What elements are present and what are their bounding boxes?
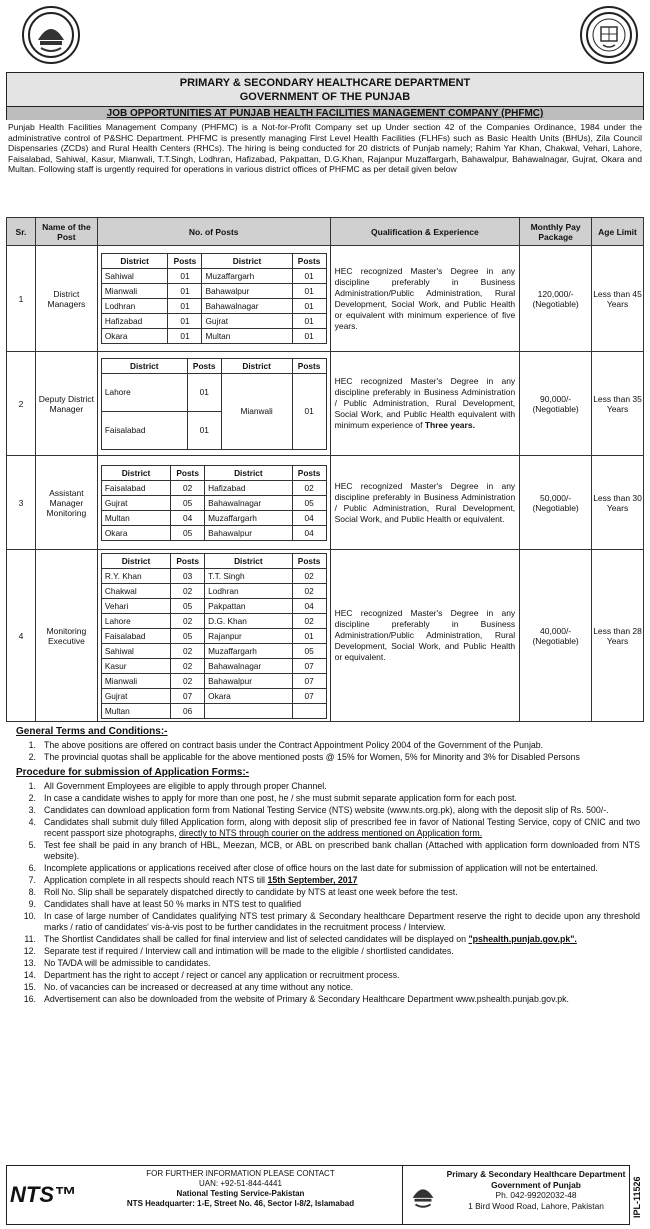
post-count: 05 xyxy=(171,525,205,540)
terms-section xyxy=(10,725,640,1006)
post-count: 02 xyxy=(171,658,205,673)
posts-cell xyxy=(97,246,330,352)
pay-amount: 90,000/- xyxy=(540,393,572,404)
district-name: Muzaffargarh xyxy=(205,510,292,525)
results-website: "pshealth.punjab.gov.pk". xyxy=(468,934,577,944)
procedure-text: Department has the right to accept / reject or cancel any application or recruitment process. xyxy=(44,970,400,980)
post-count: 01 xyxy=(292,269,326,284)
district-name: Faisalabad xyxy=(101,480,170,495)
posts-header: Posts xyxy=(168,254,202,269)
punjab-emblem-small-logo xyxy=(403,1166,443,1224)
district-table xyxy=(101,253,327,344)
district-table xyxy=(101,358,327,450)
punjab-seal-logo xyxy=(580,6,638,64)
post-count: 02 xyxy=(171,583,205,598)
district-name: Muzaffargarh xyxy=(205,643,292,658)
post-count: 02 xyxy=(171,643,205,658)
pay-cell xyxy=(520,246,592,352)
posts-header: Posts xyxy=(171,465,205,480)
job-title: JOB OPPORTUNITIES AT PUNJAB HEALTH FACILITIES MANAGEMENT COMPANY (PHFMC) xyxy=(7,107,643,120)
procedure-text: Candidates shall submit duly filled Application form, along with deposit slip of prescribed fee in favor of National Testing Service, copy of CNIC and two recent passport size photographs, xyxy=(44,817,640,838)
district-name: Sahiwal xyxy=(101,269,168,284)
list-item: 9. Candidates shall have at least 50 % marks in NTS test to qualified xyxy=(10,899,640,910)
post-count: 01 xyxy=(168,284,202,299)
post-cell: Monitoring Executive xyxy=(35,550,97,722)
district-name: Okara xyxy=(101,329,168,344)
sr-cell: 3 xyxy=(7,456,36,550)
district-name: Pakpattan xyxy=(205,598,292,613)
post-count: 02 xyxy=(171,613,205,628)
table-row xyxy=(7,352,644,456)
district-name: Bahawalpur xyxy=(205,525,292,540)
list-item: 2. The provincial quotas shall be applicable for the above mentioned posts @ 15% for Women, 5% for Minority and 3% for Disabled Persons xyxy=(10,752,640,763)
procedure-text: Candidates can download application form from National Testing Service (NTS) website (www.nts.org.pk), along with the deposit slip of Rs. 500/-. xyxy=(44,805,609,815)
list-item: 3. Candidates can download application form from National Testing Service (NTS) website (www.nts.org.pk), along with the deposit slip of Rs. 500/-. xyxy=(10,805,640,816)
district-name: Gujrat xyxy=(101,495,170,510)
post-cell: District Managers xyxy=(35,246,97,352)
deadline-date: 15th September, 2017 xyxy=(267,875,358,885)
header-band xyxy=(6,72,644,120)
pay-amount: 40,000/- xyxy=(540,625,572,636)
header-qualification: Qualification & Experience xyxy=(330,218,520,246)
post-count xyxy=(292,703,326,718)
pay-amount: 50,000/- xyxy=(540,492,572,503)
procedure-text: In case of large number of Candidates qualifying NTS test primary & Secondary healthcare Department reserve the right to decide upon any threshold marks / ratio of candidates' vis-à-vis post to be further candidates in the recruitment process / Interview. xyxy=(44,911,640,932)
post-count: 01 xyxy=(187,373,221,411)
table-header-row xyxy=(7,218,644,246)
post-count: 01 xyxy=(292,314,326,329)
ad-reference-number: IPL-11526 xyxy=(632,1176,642,1218)
post-count: 01 xyxy=(292,299,326,314)
footer xyxy=(6,1165,630,1225)
post-count: 04 xyxy=(292,598,326,613)
district-name: Bahawalpur xyxy=(202,284,292,299)
header-posts: No. of Posts xyxy=(97,218,330,246)
district-name: Rajanpur xyxy=(205,628,292,643)
district-name: Gujrat xyxy=(202,314,292,329)
district-name: Gujrat xyxy=(101,688,170,703)
list-item: 11. The Shortlist Candidates shall be called for final interview and list of selected candidates will be displayed on "pshealth.punjab.gov.pk". xyxy=(24,934,577,944)
posts-header: Posts xyxy=(292,358,326,373)
list-item: 1. The above positions are offered on contract basis under the Contract Appointment Policy 2004 of the Government of the Punjab. xyxy=(10,740,640,751)
post-count: 05 xyxy=(171,628,205,643)
post-count: 05 xyxy=(292,643,326,658)
dept-address: 1 Bird Wood Road, Lahore, Pakistan xyxy=(468,1200,604,1211)
post-count: 01 xyxy=(168,299,202,314)
nts-address: NTS Headquarter: 1-E, Street No. 46, Sector I-8/2, Islamabad xyxy=(126,1199,355,1208)
procedure-title: Procedure for submission of Application Forms:- xyxy=(16,767,249,778)
punjab-emblem-logo xyxy=(22,6,80,64)
government-name: GOVERNMENT OF THE PUNJAB xyxy=(239,90,411,103)
qualification-cell: HEC recognized Master's Degree in any discipline preferably in Business Administration / Public Administration, Rural Development, Social Work, and Public Health or equivalent. xyxy=(330,456,520,550)
district-header: District xyxy=(205,465,292,480)
post-count: 04 xyxy=(292,525,326,540)
district-name: Multan xyxy=(202,329,292,344)
list-item: 16. Advertisement can also be downloaded from the website of Primary & Secondary Healthcare Department www.pshealth.punjab.gov.pk. xyxy=(10,994,640,1005)
district-name: Mianwali xyxy=(221,373,292,449)
post-count: 02 xyxy=(292,583,326,598)
post-count: 06 xyxy=(171,703,205,718)
district-name: Lahore xyxy=(101,373,187,411)
posts-header: Posts xyxy=(292,254,326,269)
department-contact-block xyxy=(403,1166,629,1224)
nts-logo: NTS™ xyxy=(10,1182,76,1207)
term-text: The provincial quotas shall be applicable for the above mentioned posts @ 15% for Women, 5% for Minority and 3% for Disabled Persons xyxy=(44,752,580,762)
procedure-text: All Government Employees are eligible to apply through proper Channel. xyxy=(44,781,327,791)
district-header: District xyxy=(221,358,292,373)
post-count: 07 xyxy=(292,658,326,673)
uan-number: UAN: +92-51-844-4441 xyxy=(199,1179,282,1188)
department-heading xyxy=(7,73,643,107)
sr-cell: 4 xyxy=(7,550,36,722)
header-pay: Monthly Pay Package xyxy=(520,218,592,246)
dept-name: Primary & Secondary Healthcare Department xyxy=(446,1169,626,1179)
district-name: Bahawalnagar xyxy=(205,495,292,510)
district-name: R.Y. Khan xyxy=(101,568,170,583)
post-count: 01 xyxy=(292,284,326,299)
post-count: 05 xyxy=(171,495,205,510)
district-name: Lodhran xyxy=(101,299,168,314)
sr-cell: 2 xyxy=(7,352,36,456)
list-item: 5. Test fee shall be paid in any branch of HBL, Meezan, MCB, or ABL on prescribed bank challan (Attached with application form downloaded from NTS website). xyxy=(28,840,640,861)
district-name: Hafizabad xyxy=(205,480,292,495)
table-row xyxy=(7,456,644,550)
pay-note: (Negotiable) xyxy=(532,403,579,414)
post-count: 01 xyxy=(292,373,326,449)
post-count: 01 xyxy=(168,314,202,329)
intro-paragraph: Punjab Health Facilities Management Company (PHFMC) is a Not-for-Profit Company set up Under section 42 of the Companies Ordinance, 1984 under the administrative control of P&SHC Department. PHFMC is presently managing First Level Health Facilities (FLHFs) such as Basic Health Units (BHUs), Zila Council Dispensaries (ZCDs) and Rural Health Centers (RHCs). The hiring is being conducted for 20 districts of Punjab namely; Rahim Yar Khan, Chakwal, Vehari, Lahore, Faisalabad, Sahiwal, Kasur, Mianwali, T.T.Singh, Lodhran, Hafizabad, Pakpattan, D.G.Khan, Rajanpur Muzaffargarh, Bahawalpur, Bahawalnagar, Gujrat, Okara and Multan. Following staff is urgently required for operations in various district offices of PHFMC as per detail given below xyxy=(8,122,642,175)
posts-cell xyxy=(97,456,330,550)
list-item: 14. Department has the right to accept / reject or cancel any application or recruitment process. xyxy=(10,970,640,981)
posts-cell xyxy=(97,352,330,456)
district-name: Chakwal xyxy=(101,583,170,598)
post-count: 07 xyxy=(292,688,326,703)
posts-header: Posts xyxy=(292,465,326,480)
terms-title: General Terms and Conditions:- xyxy=(16,726,168,737)
list-item: 6. Incomplete applications or applications received after close of office hours on the last date for submission of application will not be entertained. xyxy=(10,863,640,874)
district-header: District xyxy=(202,254,292,269)
post-count: 01 xyxy=(168,329,202,344)
age-cell: Less than 35 Years xyxy=(592,352,644,456)
procedure-text: No. of vacancies can be increased or decreased at any time without any notice. xyxy=(44,982,354,992)
district-name: Bahawalnagar xyxy=(202,299,292,314)
district-name: Kasur xyxy=(101,658,170,673)
procedure-text: No TA/DA will be admissible to candidates. xyxy=(44,958,211,968)
list-item: 12. Separate test if required / Interview call and intimation will be made to the eligible / shortlisted candidates. xyxy=(10,946,640,957)
post-count: 02 xyxy=(292,613,326,628)
post-cell: Assistant Manager Monitoring xyxy=(35,456,97,550)
post-count: 02 xyxy=(292,568,326,583)
pay-note: (Negotiable) xyxy=(532,298,579,309)
procedure-text: Advertisement can also be downloaded from the website of Primary & Secondary Healthcare Department www.pshealth.punjab.gov.pk. xyxy=(44,994,569,1004)
posts-header: Posts xyxy=(292,553,326,568)
procedure-text: Test fee shall be paid in any branch of HBL, Meezan, MCB, or ABL on prescribed bank challan (Attached with application form downloaded from NTS website). xyxy=(44,840,640,861)
vacancy-table xyxy=(6,217,644,722)
post-count: 01 xyxy=(292,628,326,643)
procedure-text: Incomplete applications or applications received after close of office hours on the last date for submission of application will not be entertained. xyxy=(44,863,598,873)
procedure-text: Application complete in all respects should reach NTS till xyxy=(44,875,266,885)
post-count: 01 xyxy=(168,269,202,284)
qualification-text: HEC recognized Master's Degree in any discipline preferably in Business Administration / Public Administration, Rural Development, Social Work, and Public Health equivalent with minimum experience of xyxy=(334,376,516,430)
qualification-cell: HEC recognized Master's Degree in any discipline preferably in Business Administration/Public Administration, Rural Development, Social Work, and Public Health or equivalent with minimum experience of five years. xyxy=(330,246,520,352)
pay-cell xyxy=(520,550,592,722)
pay-note: (Negotiable) xyxy=(532,502,579,513)
department-contact xyxy=(443,1166,629,1224)
post-count: 07 xyxy=(292,673,326,688)
qualification-experience: Three years. xyxy=(424,420,475,430)
district-name: Muzaffargarh xyxy=(202,269,292,284)
pay-cell xyxy=(520,352,592,456)
district-name: Bahawalpur xyxy=(205,673,292,688)
district-name: Vehari xyxy=(101,598,170,613)
term-text: The above positions are offered on contract basis under the Contract Appointment Policy 2004 of the Government of the Punjab. xyxy=(44,740,544,750)
post-count: 03 xyxy=(171,568,205,583)
table-row xyxy=(7,550,644,722)
post-count: 07 xyxy=(171,688,205,703)
posts-header: Posts xyxy=(171,553,205,568)
district-header: District xyxy=(205,553,292,568)
nts-contact xyxy=(79,1166,402,1224)
district-name: D.G. Khan xyxy=(205,613,292,628)
procedure-text: The Shortlist Candidates shall be called for final interview and list of selected candidates will be displayed on xyxy=(44,934,466,944)
district-name: Sahiwal xyxy=(101,643,170,658)
contact-title: FOR FURTHER INFORMATION PLEASE CONTACT xyxy=(146,1169,335,1178)
header-sr: Sr. xyxy=(7,218,36,246)
district-table xyxy=(101,465,327,541)
district-header: District xyxy=(101,358,187,373)
post-count: 02 xyxy=(292,480,326,495)
procedure-text: Roll No. Slip shall be separately dispatched directly to candidate by NTS at least one week before the test. xyxy=(44,887,458,897)
post-count: 04 xyxy=(171,510,205,525)
pay-note: (Negotiable) xyxy=(532,635,579,646)
dept-phone: Ph. 042-99202032-48 xyxy=(495,1190,577,1200)
list-item: 8. Roll No. Slip shall be separately dispatched directly to candidate by NTS at least one week before the test. xyxy=(10,887,640,898)
age-cell: Less than 45 Years xyxy=(592,246,644,352)
district-header: District xyxy=(101,254,168,269)
district-name: Lahore xyxy=(101,613,170,628)
post-count: 02 xyxy=(171,480,205,495)
posts-header: Posts xyxy=(187,358,221,373)
district-name: T.T. Singh xyxy=(205,568,292,583)
district-name: Mianwali xyxy=(101,673,170,688)
header-age: Age Limit xyxy=(592,218,644,246)
sr-cell: 1 xyxy=(7,246,36,352)
list-item: 7. Application complete in all respects should reach NTS till 15th September, 2017 xyxy=(28,875,358,885)
nts-name: National Testing Service-Pakistan xyxy=(176,1189,305,1198)
post-count: 05 xyxy=(171,598,205,613)
posts-cell xyxy=(97,550,330,722)
district-name: Faisalabad xyxy=(101,628,170,643)
district-name: Okara xyxy=(101,525,170,540)
qualification-cell xyxy=(330,352,520,456)
header-post: Name of the Post xyxy=(35,218,97,246)
list-item: 1. All Government Employees are eligible to apply through proper Channel. xyxy=(10,781,640,792)
district-table xyxy=(101,553,327,719)
dept-government: Government of Punjab xyxy=(491,1179,581,1190)
district-name: Multan xyxy=(101,510,170,525)
district-name: Lodhran xyxy=(205,583,292,598)
post-count: 05 xyxy=(292,495,326,510)
district-name: Bahawalnagar xyxy=(205,658,292,673)
district-name: Hafizabad xyxy=(101,314,168,329)
list-item: 4. Candidates shall submit duly filled Application form, along with deposit slip of prescribed fee in favor of National Testing Service, copy of CNIC and two recent passport size photographs, directly to NTS through courier on the address mentioned on Application form. xyxy=(28,817,640,838)
pay-amount: 120,000/- xyxy=(537,288,574,299)
district-name: Okara xyxy=(205,688,292,703)
post-cell: Deputy District Manager xyxy=(35,352,97,456)
procedure-text: Candidates shall have at least 50 % marks in NTS test to qualified xyxy=(44,899,302,909)
pay-cell xyxy=(520,456,592,550)
qualification-cell: HEC recognized Master's Degree in any discipline preferably in Business Administration/Public Administration, Rural Development, Social Work, and Public Health or equivalent. xyxy=(330,550,520,722)
age-cell: Less than 30 Years xyxy=(592,456,644,550)
post-count: 01 xyxy=(292,329,326,344)
procedure-text: Separate test if required / Interview call and intimation will be made to the eligible / shortlisted candidates. xyxy=(44,946,454,956)
district-name: Mianwali xyxy=(101,284,168,299)
procedure-underlined: directly to NTS through courier on the address mentioned on Application form. xyxy=(178,828,483,838)
department-name: PRIMARY & SECONDARY HEALTHCARE DEPARTMENT xyxy=(179,76,471,89)
district-header: District xyxy=(101,465,170,480)
district-name xyxy=(205,703,292,718)
district-name: Faisalabad xyxy=(101,411,187,449)
nts-contact-block xyxy=(7,1166,403,1224)
list-item: 13. No TA/DA will be admissible to candidates. xyxy=(10,958,640,969)
district-name: Multan xyxy=(101,703,170,718)
district-header: District xyxy=(101,553,170,568)
post-count: 02 xyxy=(171,673,205,688)
list-item: 15. No. of vacancies can be increased or decreased at any time without any notice. xyxy=(10,982,640,993)
list-item: 10. In case of large number of Candidates qualifying NTS test primary & Secondary healthcare Department reserve the right to decide upon any threshold marks / ratio of candidates' vis-à-vis post to be further candidates in the recruitment process / Interview. xyxy=(23,911,640,932)
age-cell: Less than 28 Years xyxy=(592,550,644,722)
procedure-text: In case a candidate wishes to apply for more than one post, he / she must submit separate application form for each post. xyxy=(44,793,517,803)
list-item: 2. In case a candidate wishes to apply for more than one post, he / she must submit separate application form for each post. xyxy=(10,793,640,804)
post-count: 04 xyxy=(292,510,326,525)
table-row xyxy=(7,246,644,352)
post-count: 01 xyxy=(187,411,221,449)
